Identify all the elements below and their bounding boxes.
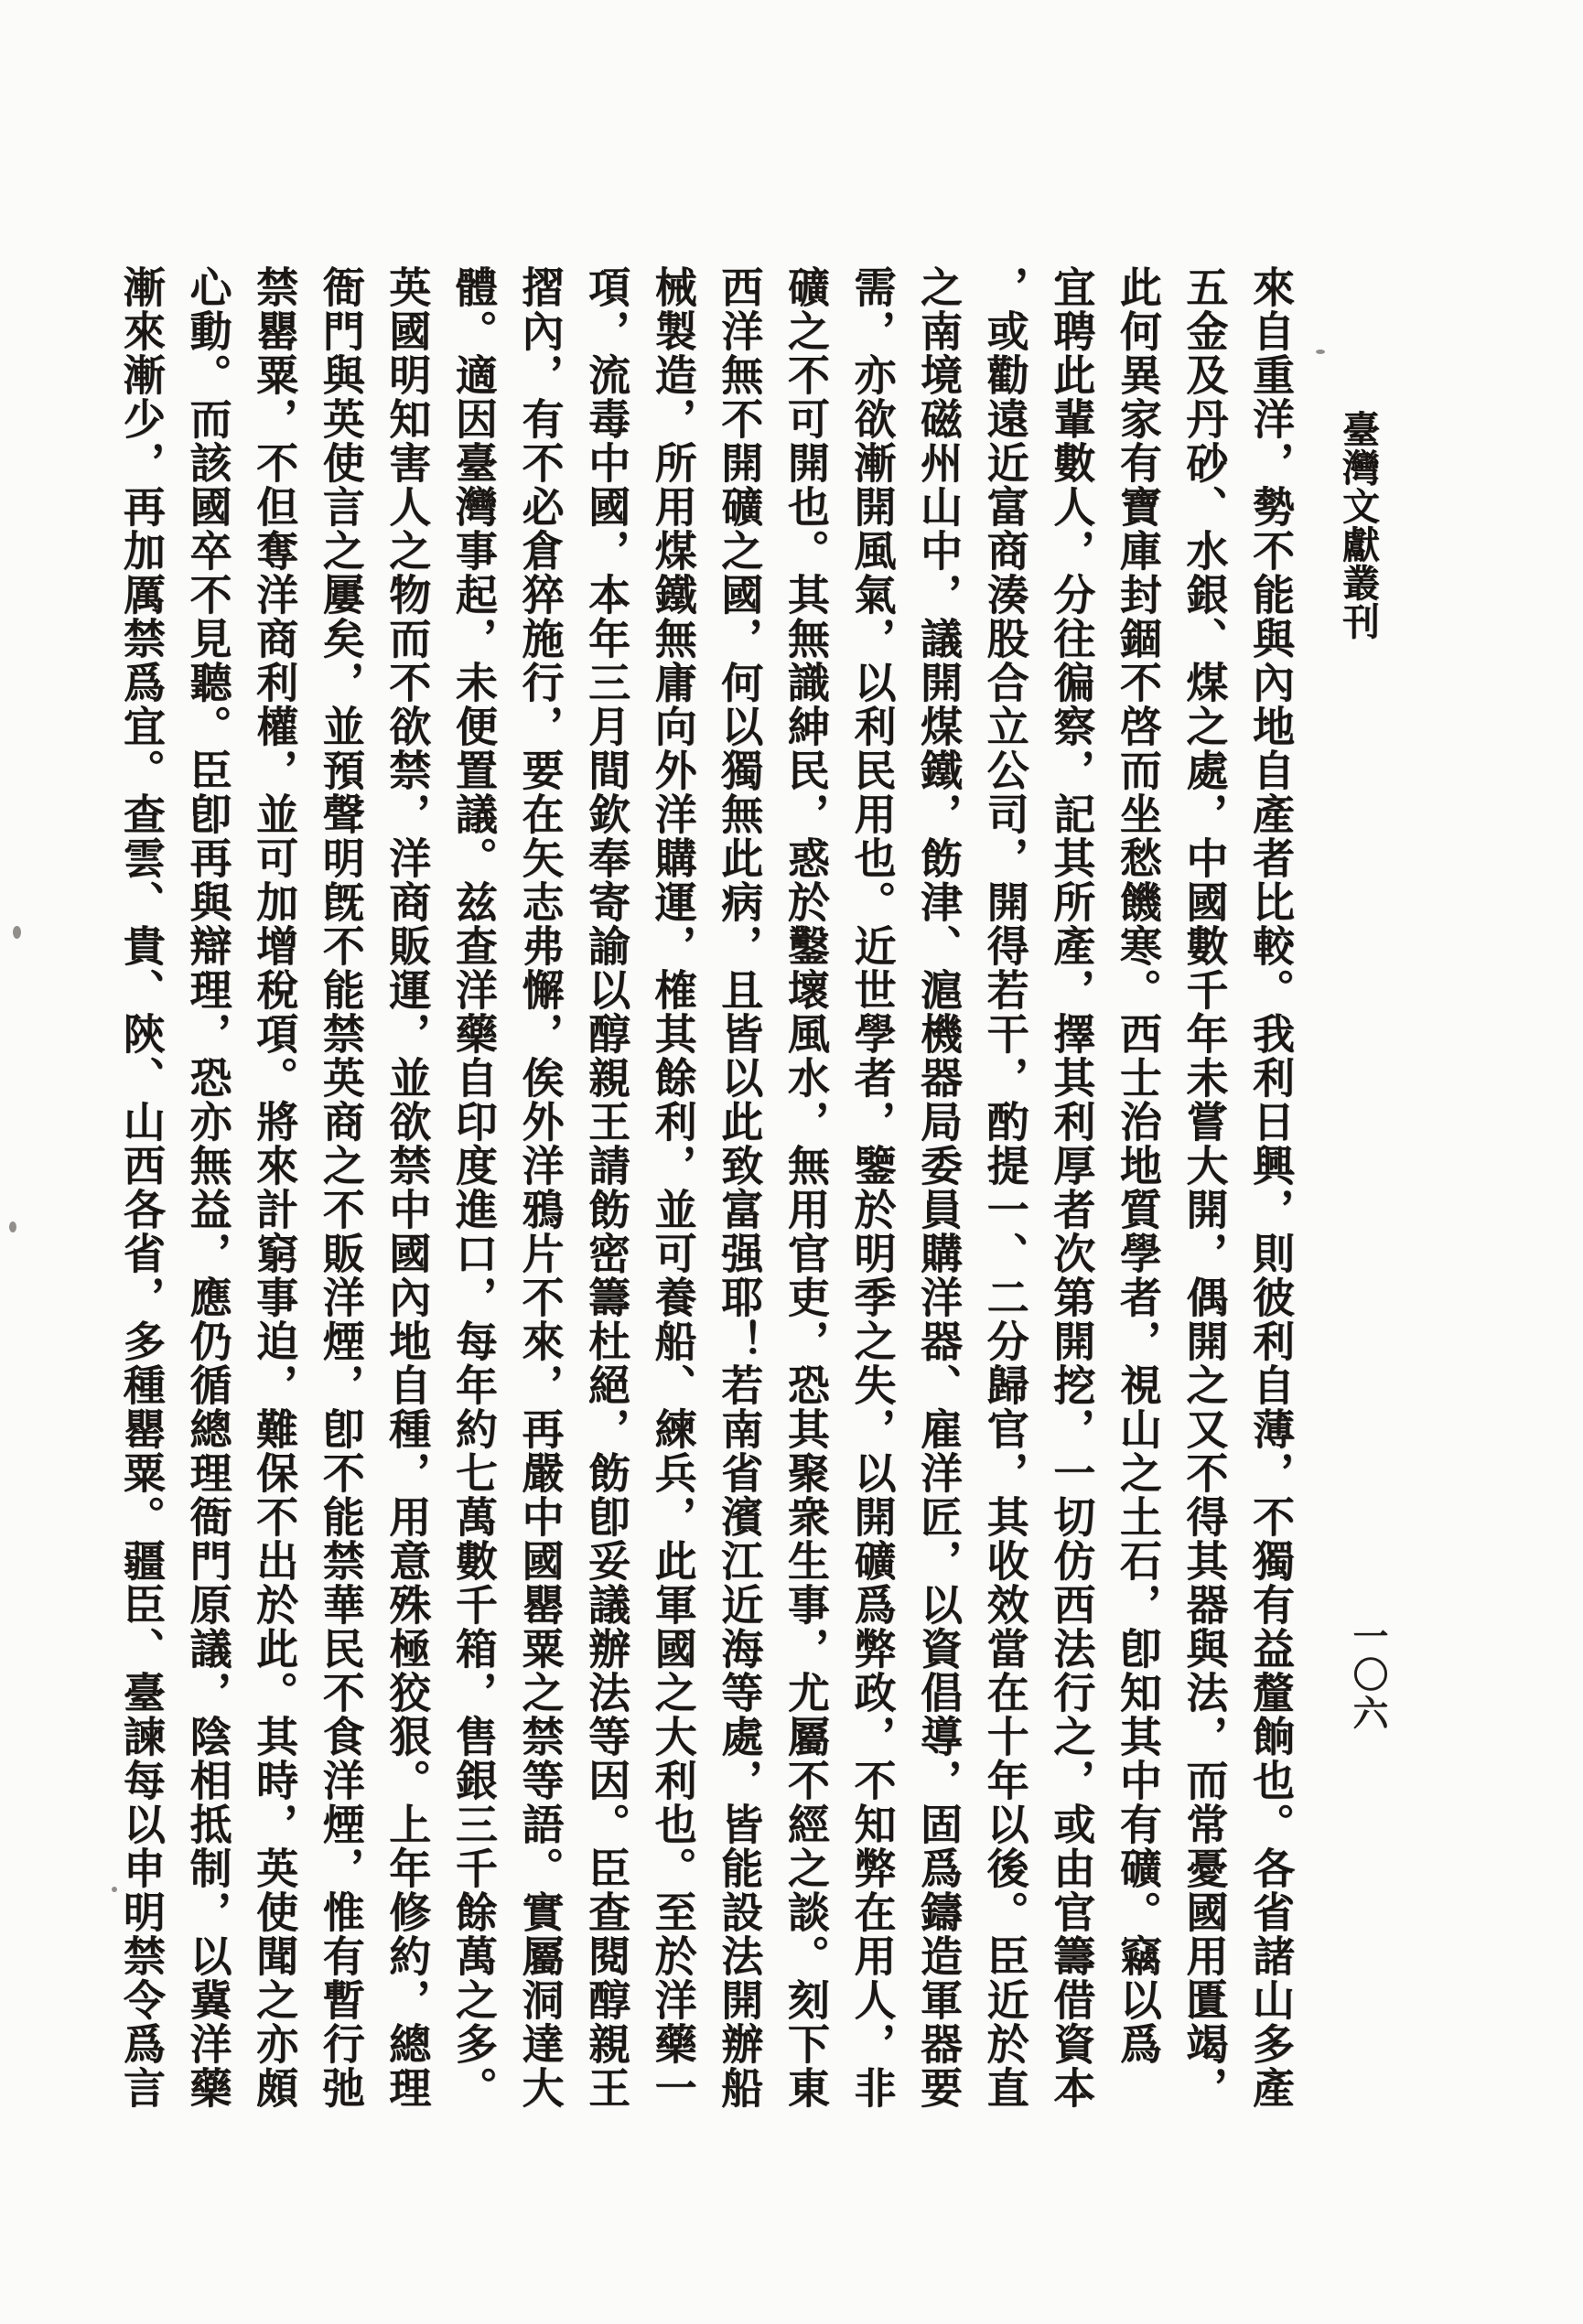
text-column: 漸來漸少，再加厲禁爲宜。查雲、貴、陝、山西各省，多種罌粟。疆臣、臺諫每以申明禁令爲言 [117, 265, 165, 2110]
text-column: 來自重洋，勢不能與內地自產者比較。我利日興，則彼利自薄，不獨有益釐餉也。各省諸山多產 [1247, 265, 1294, 2110]
text-column: 衙門與英使言之屢矣，並預聲明旣不能禁英商之不販洋煙，卽不能禁華民不食洋煙，惟有暫行弛 [317, 265, 364, 2110]
scan-speckle [13, 926, 21, 939]
text-column: 英國明知害人之物而不欲禁，洋商販運，並欲禁中國內地自種，用意殊極狡狠。上年修約，總理 [383, 265, 431, 2110]
text-column: 礦之不可開也。其無識紳民，惑於鑿壞風水，無用官吏，恐其聚衆生事，尤屬不經之談。刻下東 [781, 265, 829, 2110]
text-column: 需，亦欲漸開風氣，以利民用也。近世學者，鑒於明季之失，以開礦爲弊政，不知弊在用人，非 [848, 265, 896, 2110]
text-column: 項，流毒中國，本年三月間欽奉寄諭以醇親王請飭密籌杜絕，飭卽妥議辦法等因。臣查閱醇親王 [583, 265, 630, 2110]
scan-speckle [112, 1887, 117, 1892]
text-column: 此何異家有寶庫封錮不啓而坐愁饑寒。西士治地質學者，視山之土石，卽知其中有礦。竊以爲 [1114, 265, 1161, 2066]
text-column: 摺內，有不必倉猝施行，要在矢志弗懈，俟外洋鴉片不來，再嚴中國罌粟之禁等語。實屬洞達大 [516, 265, 564, 2110]
text-column: 之南境磁州山中，議開煤鐵，飭津、滬機器局委員購洋器、雇洋匠，以資倡導，固爲鑄造軍器要 [915, 265, 963, 2110]
vertical-text-block [107, 265, 1303, 2117]
text-column: 心動。而該國卒不見聽。臣卽再與辯理，恐亦無益，應仍循總理衙門原議，陰相抵制，以冀洋藥 [184, 265, 232, 2110]
scan-speckle [1316, 350, 1325, 354]
text-column: 宜聘此輩數人，分往徧察，記其所產，擇其利厚者次第開挖，一切仿西法行之，或由官籌借資本 [1048, 265, 1095, 2110]
running-head-series-title: 臺灣文獻叢刊 [1337, 410, 1379, 640]
text-column: 西洋無不開礦之國，何以獨無此病，且皆以此致富强耶！若南省濱江近海等處，皆能設法開辦船 [716, 265, 763, 2110]
text-column: 禁罌粟，不但奪洋商利權，並可加增稅項。將來計窮事迫，難保不出於此。其時，英使聞之亦頗 [251, 265, 298, 2110]
text-column: 械製造，所用煤鐵無庸向外洋購運，榷其餘利，並可養船、練兵，此軍國之大利也。至於洋藥一 [649, 265, 696, 2110]
folio-page-number: 一〇六 [1348, 1618, 1387, 1733]
text-column: 五金及丹砂、水銀、煤之處，中國數千年未嘗大開，偶開之又不得其器與法，而常憂國用匱竭， [1180, 265, 1228, 2110]
scan-speckle [9, 1221, 16, 1232]
text-column: 體。適因臺灣事起，未便置議。兹查洋藥自印度進口，每年約七萬數千箱，售銀三千餘萬之多。 [449, 265, 497, 2110]
text-column: ，或勸遠近富商湊股合立公司，開得若干，酌提一、二分歸官，其收效當在十年以後。臣近於直 [981, 265, 1028, 2110]
